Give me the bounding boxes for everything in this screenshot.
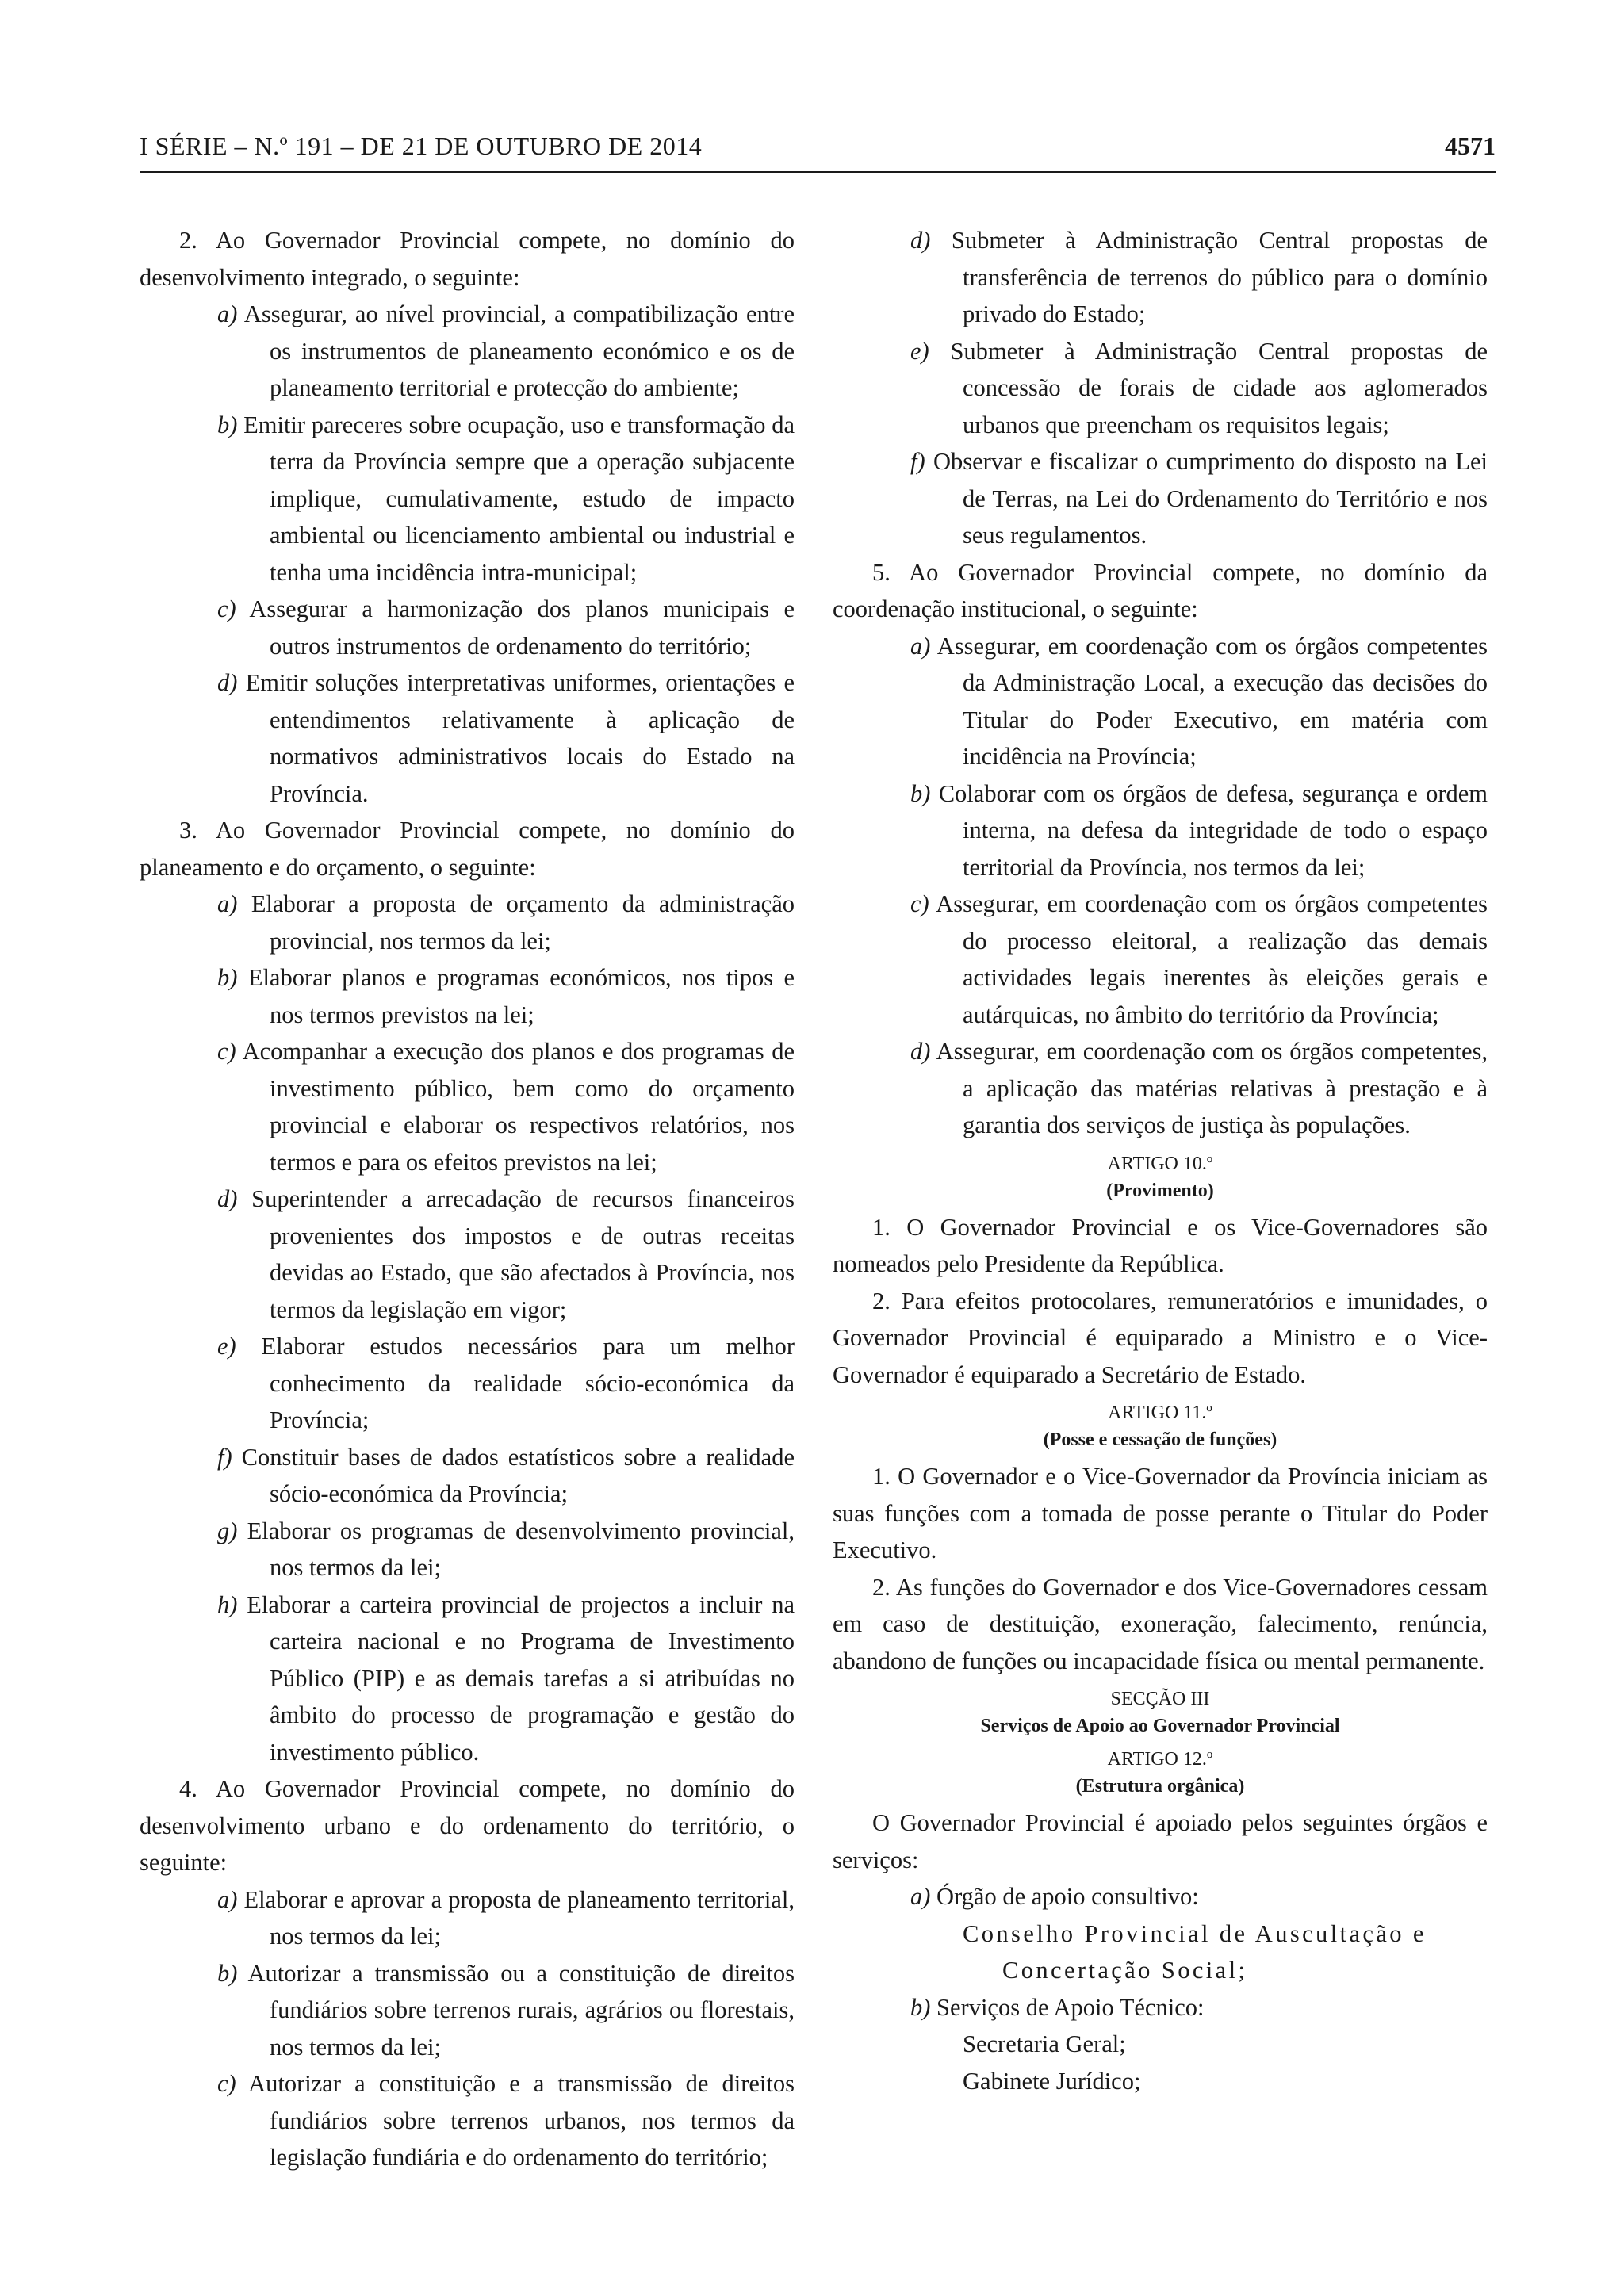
consultive-body-name: Conselho Provincial de Auscultação e Concertação Social; — [963, 1919, 1427, 1984]
paragraph-3: 3. Ao Governador Provincial compete, no domínio do planeamento e do orçamento, o seguinte: — [140, 817, 795, 881]
paragraph-4: 4. Ao Governador Provincial compete, no domínio do desenvolvimento urbano e do ordenamento do território, o seguinte: — [140, 1775, 795, 1876]
section-3-title: Serviços de Apoio ao Governador Provincial — [980, 1716, 1340, 1736]
list-item: c) Assegurar, em coordenação com os órgãos competentes do processo eleitoral, a realização das demais actividades legais inerentes às eleições gerais e autárquicas, no âmbito do território da Província; — [910, 890, 1488, 1028]
page-number: 4571 — [1445, 132, 1496, 160]
list-item: b) Serviços de Apoio Técnico: — [910, 1993, 1205, 2021]
article-10-heading: ARTIGO 10.º — [1107, 1153, 1213, 1174]
paragraph-2: 2. Ao Governador Provincial compete, no domínio do desenvolvimento integrado, o seguinte: — [140, 227, 795, 291]
list-item: b) Elaborar planos e programas económicos, nos tipos e nos termos previstos na lei; — [217, 964, 795, 1028]
article-12-heading: ARTIGO 12.º — [1107, 1749, 1213, 1770]
list-item: c) Autorizar a constituição e a transmissão de direitos fundiários sobre terrenos urbanos, nos termos da legislação fundiária e do ordenamento do território; — [217, 2070, 795, 2171]
article-12-paragraph-1: O Governador Provincial é apoiado pelos seguintes órgãos e serviços: — [833, 1809, 1488, 1873]
list-item: h) Elaborar a carteira provincial de projectos a incluir na carteira nacional e no Programa de Investimento Público (PIP) e as demais tarefas a si atribuídas no âmbito do processo de programação e gestão do investimento público. — [217, 1590, 795, 1766]
article-10-paragraph-1: 1. O Governador Provincial e os Vice-Governadores são nomeados pelo Presidente da República. — [833, 1213, 1488, 1277]
list-item: c) Acompanhar a execução dos planos e dos programas de investimento público, bem como do orçamento provincial e elaborar os respectivos relatórios, nos termos e para os efeitos previstos na lei; — [217, 1038, 795, 1176]
list-item: f) Constituir bases de dados estatísticos sobre a realidade sócio-económica da Província; — [217, 1443, 795, 1507]
list-item: e) Elaborar estudos necessários para um melhor conhecimento da realidade sócio-económica da Província; — [217, 1333, 795, 1433]
header-rule — [140, 171, 1496, 173]
article-11-paragraph-2: 2. As funções do Governador e dos Vice-Governadores cessam em caso de destituição, exoneração, falecimento, renúncia, abandono de funções ou incapacidade física ou mental permanente. — [833, 1573, 1488, 1674]
list-item: f) Observar e fiscalizar o cumprimento do disposto na Lei de Terras, na Lei do Ordenamento do Território e nos seus regulamentos. — [910, 448, 1488, 549]
list-item: c) Assegurar a harmonização dos planos municipais e outros instrumentos de ordenamento do território; — [217, 595, 795, 660]
left-column — [140, 222, 795, 2176]
article-10-paragraph-2: 2. Para efeitos protocolares, remuneratórios e imunidades, o Governador Provincial é equiparado a Ministro e o Vice-Governador é equiparado a Secretário de Estado. — [833, 1287, 1488, 1388]
list-item: b) Autorizar a transmissão ou a constituição de direitos fundiários sobre terrenos rurais, agrários ou florestais, nos termos da lei; — [217, 1959, 795, 2061]
list-item: g) Elaborar os programas de desenvolvimento provincial, nos termos da lei; — [217, 1517, 795, 1581]
issue-header: I SÉRIE – N.º 191 – DE 21 DE OUTUBRO DE 2014 — [140, 132, 703, 160]
list-item: d) Superintender a arrecadação de recursos financeiros provenientes dos impostos e de outras receitas devidas ao Estado, que são afectados à Província, nos termos da legislação em vigor; — [217, 1185, 795, 1323]
list-item: a) Elaborar e aprovar a proposta de planeamento territorial, nos termos da lei; — [217, 1885, 795, 1950]
list-item: a) Órgão de apoio consultivo: — [910, 1883, 1199, 1910]
list-item: b) Emitir pareceres sobre ocupação, uso e transformação da terra da Província sempre que a operação subjacente implique, cumulativamente, estudo de impacto ambiental ou licenciamento ambiental ou industrial e tenha uma incidência intra-municipal; — [217, 411, 795, 586]
list-item: d) Submeter à Administração Central propostas de transferência de terrenos do público para o domínio privado do Estado; — [910, 227, 1488, 327]
right-column — [833, 222, 1488, 2099]
list-item: a) Assegurar, ao nível provincial, a compatibilização entre os instrumentos de planeamento económico e os de planeamento territorial e protecção do ambiente; — [217, 300, 795, 401]
list-item: a) Assegurar, em coordenação com os órgãos competentes da Administração Local, a execução das decisões do Titular do Poder Executivo, em matéria com incidência na Província; — [910, 632, 1488, 770]
section-3-heading: SECÇÃO III — [1110, 1689, 1210, 1709]
article-10-title: (Provimento) — [1106, 1180, 1214, 1201]
list-item: a) Elaborar a proposta de orçamento da administração provincial, nos termos da lei; — [217, 890, 795, 955]
article-12-title: (Estrutura orgânica) — [1075, 1776, 1245, 1797]
paragraph-5: 5. Ao Governador Provincial compete, no domínio da coordenação institucional, o seguinte: — [833, 558, 1488, 622]
article-11-heading: ARTIGO 11.º — [1108, 1402, 1212, 1423]
article-11-paragraph-1: 1. O Governador e o Vice-Governador da Província iniciam as suas funções com a tomada de posse perante o Titular do Poder Executivo. — [833, 1463, 1488, 1563]
list-item: e) Submeter à Administração Central propostas de concessão de forais de cidade aos aglomerados urbanos que preencham os requisitos legais; — [910, 337, 1488, 438]
list-item: b) Colaborar com os órgãos de defesa, segurança e ordem interna, na defesa da integridade de todo o espaço territorial da Província, nos termos da lei; — [910, 779, 1488, 881]
list-item: d) Assegurar, em coordenação com os órgãos competentes, a aplicação das matérias relativas à prestação e à garantia dos serviços de justiça às populações. — [910, 1038, 1488, 1138]
service-secretaria-geral: Secretaria Geral; — [963, 2030, 1126, 2057]
service-gabinete-juridico: Gabinete Jurídico; — [963, 2067, 1141, 2095]
article-11-title: (Posse e cessação de funções) — [1043, 1429, 1277, 1450]
list-item: d) Emitir soluções interpretativas uniformes, orientações e entendimentos relativamente à aplicação de normativos administrativos locais do Estado na Província. — [217, 669, 795, 807]
